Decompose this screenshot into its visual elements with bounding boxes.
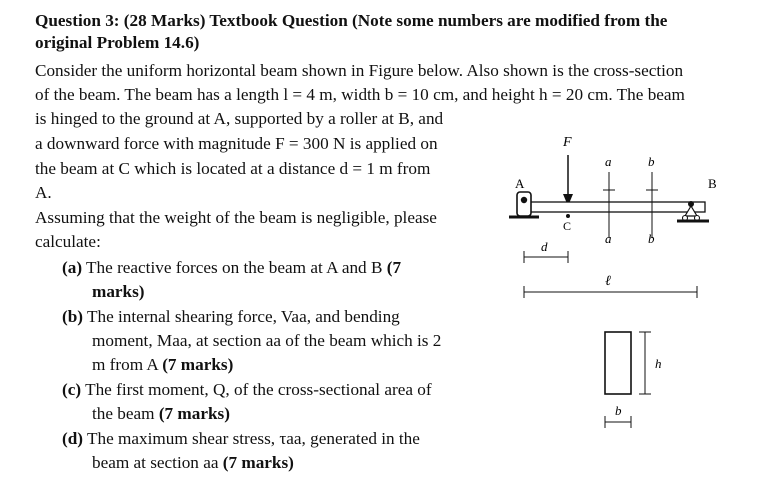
dimension-h-label: h [655,356,662,371]
question-title-line-1: Question 3: (28 Marks) Textbook Question (Note some numbers are modified from the [35,11,668,30]
item-a-marks: (7 [386,258,402,277]
item-d-text-1: The maximum shear stress, τaa, generated in the [87,429,420,448]
section-a-bottom-label: a [605,231,612,246]
item-b-line-3 [92,354,233,376]
item-d-text-2: beam at section aa [92,453,219,472]
cross-section-rect [605,332,631,394]
point-C-label: C [563,219,572,233]
intro-line-4: a downward force with magnitude F = 300 N is applied on [35,134,438,153]
item-d-line-2 [92,452,294,474]
dimension-l-label: ℓ [605,274,611,289]
item-c-text-2: the beam [92,404,155,423]
intro-line-6: A. [35,183,52,202]
item-b-label: (b) [62,307,84,326]
dimension-d-label: d [541,239,548,254]
item-b-text-3: m from A [92,355,158,374]
item-b-line-2: moment, Maa, at section aa of the beam which is 2 [92,331,442,350]
item-a-label: (a) [62,258,83,277]
item-c-text-1: The first moment, Q, of the cross-sectional area of [85,380,432,399]
intro-line-1: Consider the uniform horizontal beam shown in Figure below. Also shown is the cross-section [35,61,684,80]
item-c-line-1 [62,379,432,401]
item-a-text: The reactive forces on the beam at A and B [86,258,383,277]
support-B-label: B [708,176,717,191]
support-A-label: A [515,176,525,191]
beam-body [525,202,705,212]
intro-line-7: Assuming that the weight of the beam is negligible, please [35,208,437,227]
beam-figure [505,130,745,460]
item-d-marks: (7 marks) [222,453,294,472]
dimension-b-label: b [615,403,622,418]
hinge-A-body [517,192,531,216]
intro-line-8: calculate: [35,232,101,251]
hinge-A-pin [521,197,527,203]
intro-line-5: the beam at C which is located at a distance d = 1 m from [35,159,431,178]
intro-line-2: of the beam. The beam has a length l = 4 m, width b = 10 cm, and height h = 20 cm. The beam [35,85,685,104]
item-b-line-1 [62,306,400,328]
item-b-marks: (7 marks) [162,355,234,374]
point-C-dot [566,214,570,218]
item-b-text-1: The internal shearing force, Vaa, and bending [87,307,400,326]
item-a-line-2: marks) [92,282,145,301]
item-c-marks: (7 marks) [158,404,230,423]
section-a-top-label: a [605,154,612,169]
item-c-line-2 [92,403,230,425]
item-d-line-1 [62,428,420,450]
intro-line-3: is hinged to the ground at A, supported by a roller at B, and [35,109,444,128]
item-d-label: (d) [62,429,84,448]
item-c-label: (c) [62,380,82,399]
section-b-bottom-label: b [648,231,655,246]
item-a-line-1 [62,257,401,279]
force-label-F: F [563,135,572,150]
question-title-line-2: original Problem 14.6) [35,33,200,52]
section-b-top-label: b [648,154,655,169]
